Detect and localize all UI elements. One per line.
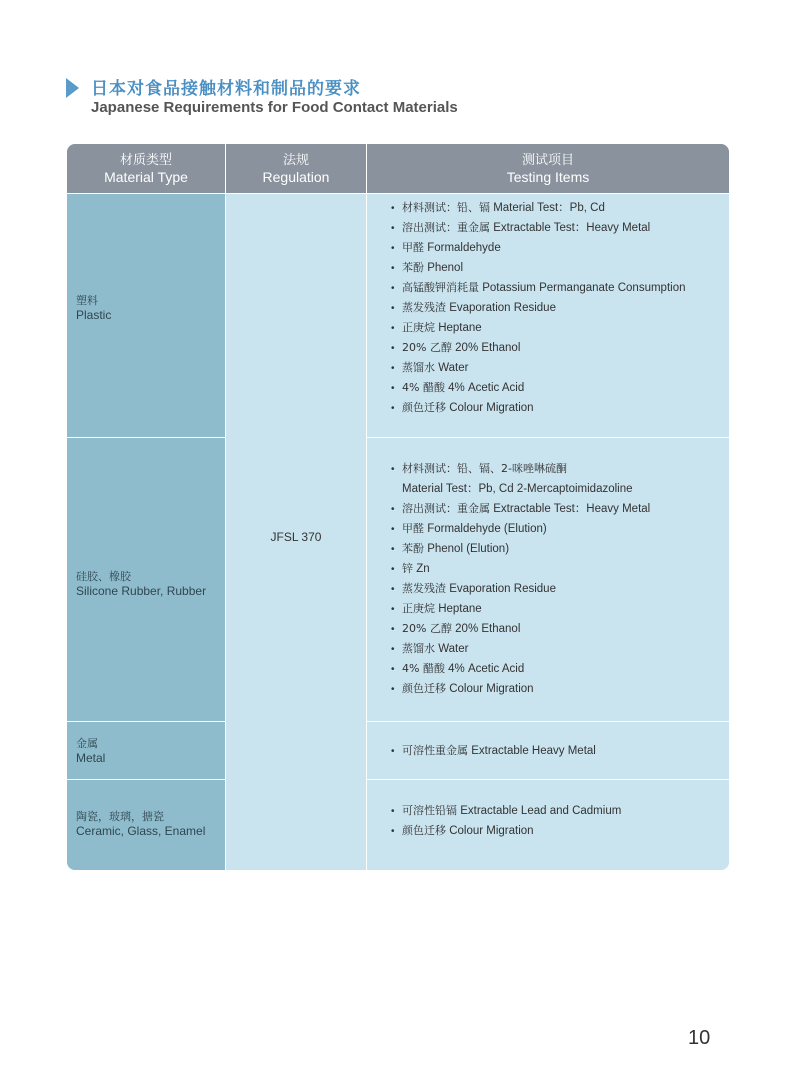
test-item: [391, 519, 650, 539]
row-divider: [367, 437, 729, 438]
bullet-icon: •: [391, 383, 395, 394]
bullet-icon: •: [391, 464, 395, 475]
test-item-en: Colour Migration: [449, 825, 534, 837]
regulation-value: JFSL 370: [270, 530, 322, 544]
test-item: [391, 198, 685, 218]
test-item-en: Potassium Permanganate Consumption: [482, 282, 686, 294]
test-item-en: Heptane: [438, 322, 482, 334]
material-label-zh: 陶瓷，玻璃，搪瓷: [76, 810, 164, 823]
test-item-en: Material Test：Pb, Cd: [493, 202, 605, 214]
bullet-icon: •: [391, 604, 395, 615]
header-divider: [67, 193, 729, 194]
test-item: [391, 479, 650, 499]
bullet-icon: •: [391, 323, 395, 334]
test-item: [391, 599, 650, 619]
material-label-en: Ceramic, Glass, Enamel: [76, 824, 206, 838]
test-item: [391, 801, 621, 821]
test-item-en: Phenol: [427, 262, 464, 274]
bullet-icon: •: [391, 363, 395, 374]
header-label-zh: 材质类型: [119, 153, 172, 168]
test-item-zh: 20% 乙醇: [402, 341, 452, 354]
material-label-en: Metal: [76, 751, 106, 765]
header-material-type: [67, 144, 225, 193]
material-label-en: Plastic: [76, 308, 112, 322]
header-label-en: Material Type: [104, 169, 188, 185]
test-item-en: Extractable Test：Heavy Metal: [493, 222, 651, 234]
test-item-en: Water: [438, 643, 469, 655]
test-item: [391, 579, 650, 599]
bullet-icon: •: [391, 664, 395, 675]
bullet-icon: •: [391, 223, 395, 234]
test-item-zh: 蒸发残渣: [402, 301, 446, 314]
test-list: [391, 198, 685, 418]
requirements-table: [67, 144, 729, 870]
test-item: [391, 318, 685, 338]
row-divider: [67, 437, 225, 438]
tests-cell-rubber: [367, 438, 729, 721]
test-item-en: 20% Ethanol: [455, 342, 521, 354]
triangle-marker-icon: [66, 78, 79, 98]
test-item: [391, 619, 650, 639]
test-item: [391, 378, 685, 398]
test-item-zh: 可溶性重金属: [402, 744, 468, 757]
bullet-icon: •: [391, 826, 395, 837]
test-item-en: Heptane: [438, 603, 482, 615]
column-divider: [225, 144, 226, 870]
bullet-icon: •: [391, 403, 395, 414]
column-divider: [366, 144, 367, 870]
bullet-icon: •: [391, 624, 395, 635]
row-divider: [367, 721, 729, 722]
bullet-icon: •: [391, 564, 395, 575]
material-cell-ceramic: [67, 780, 225, 870]
test-item: [391, 741, 596, 761]
test-item-zh: 甲醛: [402, 241, 424, 254]
bullet-icon: •: [391, 524, 395, 535]
test-item: [391, 398, 685, 418]
test-item: [391, 358, 685, 378]
test-item-en: Formaldehyde (Elution): [427, 523, 547, 535]
test-item-en: Evaporation Residue: [449, 583, 556, 595]
title-english: Japanese Requirements for Food Contact Materials: [91, 99, 458, 116]
test-item-zh: 颜色迁移: [402, 401, 446, 414]
test-item-zh: 甲醛: [402, 522, 424, 535]
material-label-zh: 塑料: [76, 294, 98, 307]
tests-cell-ceramic: [367, 780, 729, 870]
test-item-zh: 正庚烷: [402, 602, 435, 615]
header-label-zh: 法规: [282, 153, 309, 168]
test-item-zh: 蒸发残渣: [402, 582, 446, 595]
bullet-icon: •: [391, 806, 395, 817]
test-item-zh: 溶出测试：重金属: [402, 221, 490, 234]
header-regulation: [226, 144, 366, 193]
test-item-zh: 材料测试：铅、镉、2-咪唑啉硫酮: [402, 462, 567, 475]
bullet-icon: •: [391, 243, 395, 254]
test-item-zh: 20% 乙醇: [402, 622, 452, 635]
test-item: [391, 459, 650, 479]
test-item-zh: 溶出测试：重金属: [402, 502, 490, 515]
test-item-zh: 颜色迁移: [402, 682, 446, 695]
test-item-en: Extractable Heavy Metal: [471, 745, 596, 757]
test-list: [391, 801, 621, 841]
bullet-icon: •: [391, 746, 395, 757]
test-item: [391, 338, 685, 358]
test-item-zh: 苯酚: [402, 542, 424, 555]
page-number: 10: [688, 1027, 711, 1049]
test-item-zh: 蒸馏水: [402, 642, 435, 655]
test-item-zh: 锌: [402, 562, 413, 575]
title-chinese: 日本对食品接触材料和制品的要求: [91, 79, 361, 99]
test-list: [391, 741, 596, 761]
bullet-icon: •: [391, 584, 395, 595]
test-item: [391, 238, 685, 258]
test-item-zh: 4% 醋酸: [402, 381, 445, 394]
test-item-en: Colour Migration: [449, 683, 534, 695]
test-item-zh: 材料测试：铅、镉: [402, 201, 490, 214]
test-item-en: 4% Acetic Acid: [448, 382, 525, 394]
header-testing-items: [367, 144, 729, 193]
test-item-zh: 颜色迁移: [402, 824, 446, 837]
test-item-zh: 可溶性铅镉: [402, 804, 457, 817]
test-item-zh: 蒸馏水: [402, 361, 435, 374]
test-item-en: Zn: [416, 563, 430, 575]
material-label-en: Silicone Rubber, Rubber: [76, 584, 207, 598]
test-item-zh: 苯酚: [402, 261, 424, 274]
test-item-en: 4% Acetic Acid: [448, 663, 525, 675]
test-item-zh: 高锰酸钾消耗量: [402, 281, 479, 294]
test-item-en: Extractable Lead and Cadmium: [460, 805, 622, 817]
tests-cell-plastic: [367, 194, 729, 437]
test-item: [391, 679, 650, 699]
header-label-en: Regulation: [262, 169, 330, 185]
test-list: [391, 459, 650, 699]
test-item: [391, 218, 685, 238]
test-item: [391, 559, 650, 579]
test-item: [391, 539, 650, 559]
test-item-zh: 4% 醋酸: [402, 662, 445, 675]
header-label-en: Testing Items: [506, 169, 590, 185]
test-item: [391, 258, 685, 278]
bullet-icon: •: [391, 303, 395, 314]
row-divider: [367, 779, 729, 780]
test-item-en: Colour Migration: [449, 402, 534, 414]
bullet-icon: •: [391, 343, 395, 354]
bullet-icon: •: [391, 203, 395, 214]
test-item-en: Evaporation Residue: [449, 302, 556, 314]
material-label-zh: 金属: [76, 737, 98, 750]
test-item-en: Formaldehyde: [427, 242, 501, 254]
test-item: [391, 278, 685, 298]
test-item: [391, 499, 650, 519]
test-item-en: 20% Ethanol: [455, 623, 521, 635]
test-item-zh: 正庚烷: [402, 321, 435, 334]
test-item: [391, 659, 650, 679]
test-item-en: Material Test：Pb, Cd 2-Mercaptoimidazoline: [402, 483, 633, 495]
material-label-zh: 硅胶、橡胶: [76, 570, 131, 583]
material-cell-plastic: [67, 194, 225, 437]
regulation-cell: [226, 194, 366, 870]
tests-cell-metal: [367, 722, 729, 779]
row-divider: [67, 779, 225, 780]
test-item-en: Water: [438, 362, 469, 374]
bullet-icon: •: [391, 684, 395, 695]
row-divider: [67, 721, 225, 722]
bullet-icon: •: [391, 283, 395, 294]
header-label-zh: 测试项目: [521, 153, 574, 168]
bullet-icon: •: [391, 504, 395, 515]
bullet-icon: •: [391, 544, 395, 555]
material-cell-rubber: [67, 438, 225, 721]
bullet-icon: •: [391, 263, 395, 274]
bullet-icon: •: [391, 644, 395, 655]
test-item: [391, 821, 621, 841]
test-item-en: Phenol (Elution): [427, 543, 510, 555]
test-item: [391, 298, 685, 318]
material-cell-metal: [67, 722, 225, 779]
test-item-en: Extractable Test：Heavy Metal: [493, 503, 651, 515]
test-item: [391, 639, 650, 659]
